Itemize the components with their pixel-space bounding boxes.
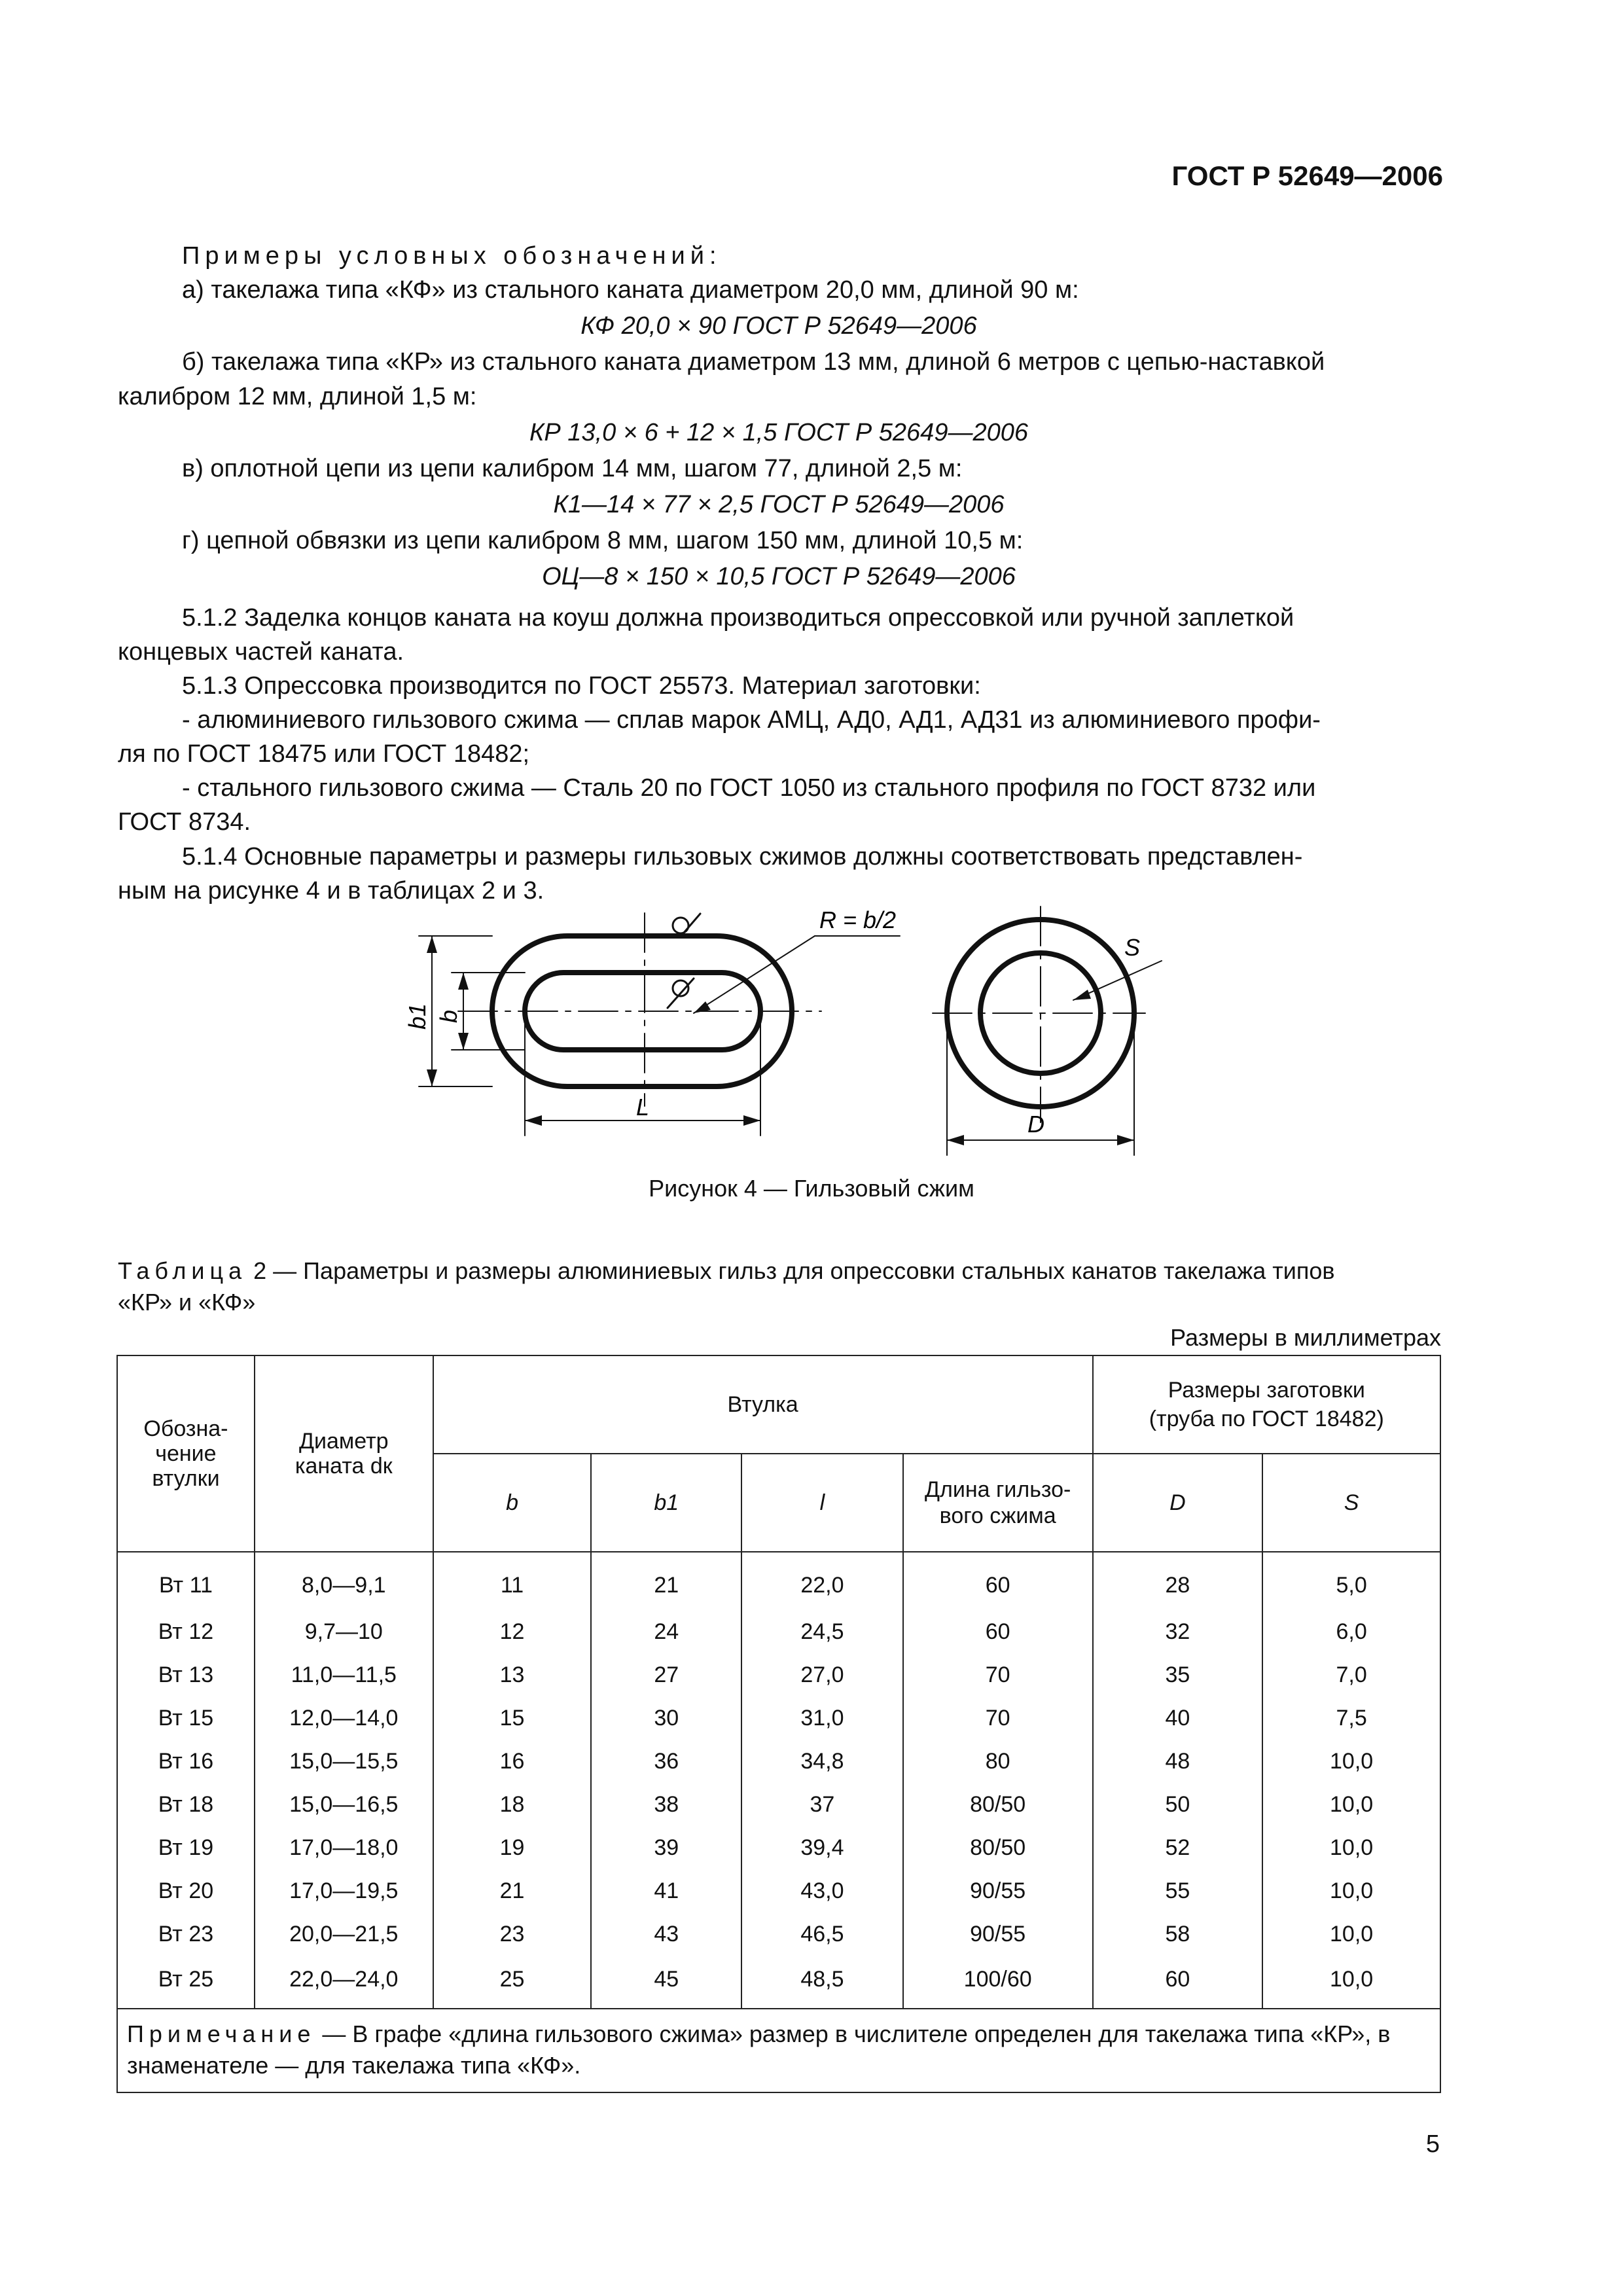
table-cell: 39,4 xyxy=(741,1826,903,1869)
table-note-text: — В графе «длина гильзового сжима» размер в числителе определен для такелажа типа «КР», в знаменателе — для такелажа типа «КФ». xyxy=(127,2020,1391,2079)
example-v-text: в) оплотной цепи из цепи калибром 14 мм, шагом 77, длиной 2,5 м: xyxy=(182,455,963,482)
clause-aluminium-line-2: ля по ГОСТ 18475 или ГОСТ 18482; xyxy=(118,740,530,768)
table-cell: 22,0 xyxy=(741,1552,903,1610)
table-cell: 27 xyxy=(591,1653,741,1696)
diameter-label: D xyxy=(1027,1111,1044,1138)
table-cell: 10,0 xyxy=(1262,1826,1440,1869)
table-cell: 37 xyxy=(741,1783,903,1826)
clause-5-1-4-line-2: ным на рисунке 4 и в таблицах 2 и 3. xyxy=(118,877,544,905)
table-cell: Вт 23 xyxy=(117,1912,255,1956)
table-cell: 45 xyxy=(591,1956,741,2009)
table-cell: 52 xyxy=(1093,1826,1263,1869)
table-cell: 28 xyxy=(1093,1552,1263,1610)
table-units: Размеры в миллиметрах xyxy=(1170,1324,1441,1351)
table-cell: 41 xyxy=(591,1869,741,1912)
table-cell: Вт 12 xyxy=(117,1610,255,1653)
clause-steel-line-1: - стального гильзового сжима — Сталь 20 по ГОСТ 1050 из стального профиля по ГОСТ 8732 или xyxy=(182,774,1316,802)
table-cell: 38 xyxy=(591,1783,741,1826)
table-cell: 22,0—24,0 xyxy=(255,1956,433,2009)
table-cell: 12 xyxy=(433,1610,592,1653)
table-cell: 21 xyxy=(591,1552,741,1610)
table-cell: 13 xyxy=(433,1653,592,1696)
clause-5-1-2-line-2: концевых частей каната. xyxy=(118,638,404,666)
example-b-text-2: калибром 12 мм, длиной 1,5 м: xyxy=(118,383,477,410)
table-row xyxy=(117,1826,1440,1869)
table-cell: Вт 18 xyxy=(117,1783,255,1826)
table-cell: 17,0—19,5 xyxy=(255,1869,433,1912)
header-b1: b1 xyxy=(591,1454,741,1552)
table-cell: 40 xyxy=(1093,1696,1263,1740)
header-b: b xyxy=(433,1454,592,1552)
table-cell: 34,8 xyxy=(741,1740,903,1783)
clause-5-1-2-line-1: 5.1.2 Заделка концов каната на коуш должна производиться опрессовкой или ручной заплеткой xyxy=(182,604,1294,632)
clause-5-1-4-line-1: 5.1.4 Основные параметры и размеры гильзовых сжимов должны соответствовать представлен- xyxy=(182,843,1303,870)
table-cell: 18 xyxy=(433,1783,592,1826)
table-cell: 50 xyxy=(1093,1783,1263,1826)
table-cell: 11 xyxy=(433,1552,592,1610)
table-cell: 43,0 xyxy=(741,1869,903,1912)
table-cell: 15,0—16,5 xyxy=(255,1783,433,1826)
table-cell: 10,0 xyxy=(1262,1956,1440,2009)
table-cell: 48,5 xyxy=(741,1956,903,2009)
table-cell: 80 xyxy=(903,1740,1093,1783)
clause-5-1-3: 5.1.3 Опрессовка производится по ГОСТ 25573. Материал заготовки: xyxy=(182,672,981,700)
table-cell: 10,0 xyxy=(1262,1869,1440,1912)
clause-aluminium-line-1: - алюминиевого гильзового сжима — сплав марок АМЦ, АД0, АД1, АД31 из алюминиевого профи- xyxy=(182,706,1321,734)
table-cell: 60 xyxy=(903,1552,1093,1610)
table-cell: 43 xyxy=(591,1912,741,1956)
table-cell: 30 xyxy=(591,1696,741,1740)
table-cell: 6,0 xyxy=(1262,1610,1440,1653)
table-caption-word: Таблица xyxy=(118,1257,247,1284)
radius-label: R = b/2 xyxy=(819,906,897,933)
table-cell: Вт 16 xyxy=(117,1740,255,1783)
table-cell: 90/55 xyxy=(903,1912,1093,1956)
table-cell: 60 xyxy=(903,1610,1093,1653)
header-sleeve: Втулка xyxy=(433,1355,1093,1454)
table-row xyxy=(117,1956,1440,2009)
table-cell: 11,0—11,5 xyxy=(255,1653,433,1696)
table-cell: 70 xyxy=(903,1696,1093,1740)
table-cell: Вт 13 xyxy=(117,1653,255,1696)
table-cell: 10,0 xyxy=(1262,1912,1440,1956)
table-cell: 8,0—9,1 xyxy=(255,1552,433,1610)
table-cell: 31,0 xyxy=(741,1696,903,1740)
table-row xyxy=(117,1610,1440,1653)
table-cell: 17,0—18,0 xyxy=(255,1826,433,1869)
table-cell: 60 xyxy=(1093,1956,1263,2009)
table-cell: Вт 15 xyxy=(117,1696,255,1740)
table-cell: 90/55 xyxy=(903,1869,1093,1912)
examples-heading: Примеры условных обозначений: xyxy=(182,242,722,270)
table-cell: 25 xyxy=(433,1956,592,2009)
table-cell: 46,5 xyxy=(741,1912,903,1956)
clause-steel-line-2: ГОСТ 8734. xyxy=(118,808,251,836)
table-cell: 5,0 xyxy=(1262,1552,1440,1610)
inner-width-label: b xyxy=(435,1009,462,1024)
table-cell: Вт 11 xyxy=(117,1552,255,1610)
document-code: ГОСТ Р 52649—2006 xyxy=(1171,160,1443,191)
table-cell: 15,0—15,5 xyxy=(255,1740,433,1783)
table-cell: 70 xyxy=(903,1653,1093,1696)
table-cell: 36 xyxy=(591,1740,741,1783)
example-g-code: ОЦ—8 × 150 × 10,5 ГОСТ Р 52649—2006 xyxy=(542,563,1016,590)
header-l: l xyxy=(741,1454,903,1552)
header-blank-size: Размеры заготовки (труба по ГОСТ 18482) xyxy=(1093,1355,1440,1454)
wall-thickness-label: S xyxy=(1124,934,1141,961)
table-note-word: Примечание xyxy=(127,2020,316,2047)
table-cell: Вт 20 xyxy=(117,1869,255,1912)
table-cell: 16 xyxy=(433,1740,592,1783)
table-row xyxy=(117,1912,1440,1956)
table-row xyxy=(117,1783,1440,1826)
table-cell: 80/50 xyxy=(903,1783,1093,1826)
figure-caption: Рисунок 4 — Гильзовый сжим xyxy=(649,1175,974,1202)
example-g-text: г) цепной обвязки из цепи калибром 8 мм, шагом 150 мм, длиной 10,5 м: xyxy=(182,527,1024,554)
table-note xyxy=(117,2009,1440,2092)
table-cell: 23 xyxy=(433,1912,592,1956)
table-cell: 19 xyxy=(433,1826,592,1869)
table-row xyxy=(117,1869,1440,1912)
table-row xyxy=(117,1696,1440,1740)
example-b-code: КР 13,0 × 6 + 12 × 1,5 ГОСТ Р 52649—2006 xyxy=(529,419,1028,446)
example-v-code: К1—14 × 77 × 2,5 ГОСТ Р 52649—2006 xyxy=(553,491,1005,518)
table-cell: 7,5 xyxy=(1262,1696,1440,1740)
table-cell: 100/60 xyxy=(903,1956,1093,2009)
table-caption xyxy=(118,1255,1440,1287)
outer-width-label: b1 xyxy=(404,1003,431,1030)
table-cell: Вт 25 xyxy=(117,1956,255,2009)
table-caption-line-2: «КР» и «КФ» xyxy=(118,1289,256,1316)
header-D: D xyxy=(1093,1454,1263,1552)
example-a-code: КФ 20,0 × 90 ГОСТ Р 52649—2006 xyxy=(580,312,977,340)
table-2 xyxy=(116,1355,1441,2093)
table-cell: 24,5 xyxy=(741,1610,903,1653)
table-cell: 80/50 xyxy=(903,1826,1093,1869)
table-cell: 9,7—10 xyxy=(255,1610,433,1653)
table-cell: 48 xyxy=(1093,1740,1263,1783)
header-diameter: Диаметр каната dк xyxy=(255,1355,433,1552)
header-designation: Обозна- чение втулки xyxy=(117,1355,255,1552)
table-cell: 39 xyxy=(591,1826,741,1869)
table-cell: 12,0—14,0 xyxy=(255,1696,433,1740)
table-cell: 58 xyxy=(1093,1912,1263,1956)
table-row xyxy=(117,1653,1440,1696)
example-b-text-1: б) такелажа типа «КР» из стального каната диаметром 13 мм, длиной 6 метров с цепью-наставкой xyxy=(182,348,1325,376)
table-cell: 32 xyxy=(1093,1610,1263,1653)
table-cell: 10,0 xyxy=(1262,1783,1440,1826)
table-cell: Вт 19 xyxy=(117,1826,255,1869)
figure-sleeve-clamp xyxy=(366,897,1217,1158)
table-cell: 7,0 xyxy=(1262,1653,1440,1696)
table-cell: 10,0 xyxy=(1262,1740,1440,1783)
header-S: S xyxy=(1262,1454,1440,1552)
table-row xyxy=(117,1552,1440,1610)
table-cell: 27,0 xyxy=(741,1653,903,1696)
example-a-text: а) такелажа типа «КФ» из стального каната диаметром 20,0 мм, длиной 90 м: xyxy=(182,276,1079,304)
table-cell: 21 xyxy=(433,1869,592,1912)
table-cell: 55 xyxy=(1093,1869,1263,1912)
length-label: L xyxy=(636,1094,650,1121)
table-cell: 15 xyxy=(433,1696,592,1740)
table-caption-text: 2 — Параметры и размеры алюминиевых гильз для опрессовки стальных канатов такелажа типов xyxy=(247,1257,1335,1284)
header-clamp-length: Длина гильзо- вого сжима xyxy=(903,1454,1093,1552)
table-cell: 20,0—21,5 xyxy=(255,1912,433,1956)
table-cell: 24 xyxy=(591,1610,741,1653)
table-row xyxy=(117,1740,1440,1783)
table-cell: 35 xyxy=(1093,1653,1263,1696)
page-number: 5 xyxy=(1425,2130,1440,2158)
